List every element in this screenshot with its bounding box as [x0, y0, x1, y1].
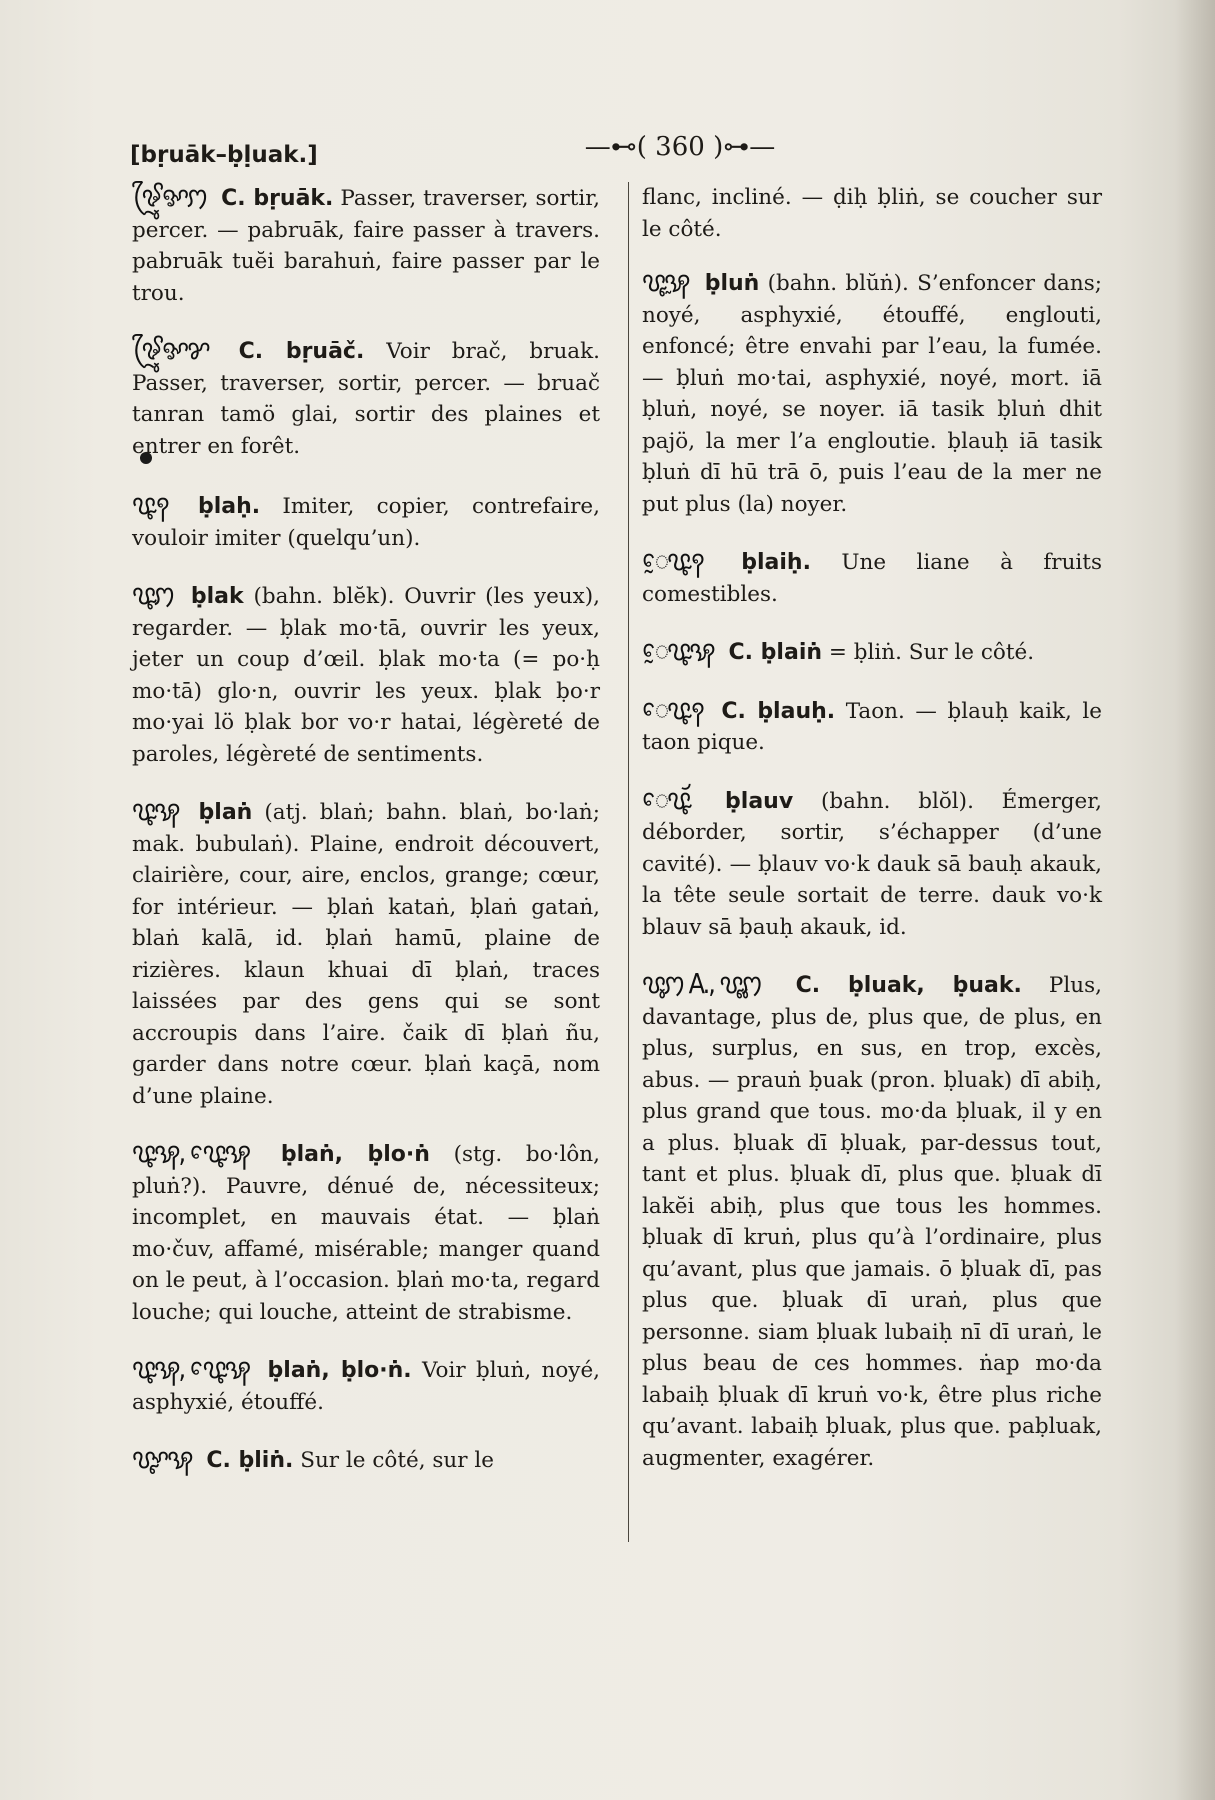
cham-script-headword: ꨰꨝꨵꩂ: [642, 634, 714, 667]
dictionary-entry: [642, 969, 1102, 1474]
dictionary-entry: [132, 335, 600, 464]
cham-script-headword: ꨯꨝꨵꨮ: [642, 783, 690, 816]
page-edge-shadow: [1175, 0, 1215, 1800]
entry-definition: Passer, traverser, sortir, percer. — pabruāk, faire passer à travers. pabruāk tuĕi barahuṅ, faire passer par le trou.: [132, 186, 600, 306]
entry-definition: Sur le côté, sur le: [300, 1448, 494, 1473]
entry-headword: ḅlaṅ, ḅlo·ṅ: [280, 1142, 430, 1167]
entry-headword: ḅlaiḥ.: [741, 550, 811, 575]
entry-headword: C. ḅlaiṅ: [728, 640, 823, 665]
entry-headword: ḅluṅ: [704, 271, 760, 296]
entry-definition: Imiter, copier, contrefaire, vouloir imiter (quelqu’un).: [132, 494, 600, 551]
dictionary-entry: [132, 490, 600, 554]
cham-script-headword: ꨝꨶꩀ A., ꨝꨵꨶꩀ: [642, 967, 761, 1000]
entry-definition: = ḅliṅ. Sur le côté.: [828, 640, 1035, 665]
cham-script-headword: ꨝꨵꨳꩂ: [132, 1442, 192, 1475]
entry-headword: C. bṛuāk.: [221, 186, 334, 211]
page-header: [130, 128, 1130, 174]
entry-headword: C. ḅluak, ḅuak.: [795, 973, 1022, 998]
dictionary-entry: [642, 636, 1102, 669]
entry-headword: ḅlauv: [725, 788, 794, 814]
cham-script-headword: ꨰꨝꨵꩍ: [642, 544, 703, 577]
entry-definition: (bahn. blŭṅ). S’enfoncer dans; noyé, asphyxié, étouffé, englouti, enfoncé; être envahi par l’eau, la fumée. — ḅluṅ mo·tai, asphyxié, noyé, mort. iā ḅluṅ, noyé, se noyer. iā tasik ḅluṅ dhit pajö, la mer l’a engloutie. ḅlauḥ iā tasik ḅluṅ dī hū trā ō, puis l’eau de la mer ne put plus (la) noyer.: [642, 271, 1102, 517]
entry-definition: (stg. bo·lôn, pluṅ?). Pauvre, dénué de, nécessiteux; incomplet, en mauvais état. — ḅlaṅ mo·čuv, affamé, misérable; manger quand on le peut, à l’occasion. ḅlaṅ mo·ta, regard louche; qui louche, atteint de strabisme.: [132, 1142, 600, 1325]
dictionary-entry: [642, 695, 1102, 759]
cham-script-headword: ꨝꨵꩂ: [132, 794, 179, 827]
cham-script-headword: ꨝꨵꩂ, ꨝꨵꨯꩂ: [132, 1352, 250, 1385]
cham-script-headword: ꨝꨵꩍ: [132, 488, 168, 521]
cham-script-headword: ꨝꨵꩂ, ꨝꨵꨯꩂ: [132, 1136, 250, 1169]
dictionary-entry: [132, 1354, 600, 1418]
page-number: —⊷( 360 )⊶—: [584, 132, 776, 162]
entry-definition: Plus, davantage, plus de, plus que, de plus, en plus, surplus, en sus, en trop, excès, abus. — prauṅ ḅuak (pron. ḅluak) dī abiḥ, plus grand que tous. mo·da ḅluak, il y en a plus. ḅluak dī ḅluak, par-dessus tout, tant et plus. ḅluak dī, plus que. ḅluak dī lakĕi abiḥ, plus que tous les hommes. ḅluak dī kruṅ, plus qu’à l’ordinaire, plus qu’avant, plus que jamais. ō ḅluak dī, pas plus que. ḅluak dī uraṅ, plus que personne. siam ḅluak lubaiḥ nī dī uraṅ, le plus beau de ces hommes. ṅap mo·da labaiḥ ḅluak dī kruṅ vo·k, être plus riche qu’avant. labaiḥ ḅluak, plus que. paḅluak, augmenter, exagérer.: [642, 973, 1102, 1471]
dictionary-entry: [132, 182, 600, 309]
entry-definition: Taon. — ḅlauḥ kaik, le taon pique.: [642, 698, 1103, 755]
dictionary-entry: [642, 267, 1102, 520]
entry-definition: Voir brač, bruak. Passer, traverser, sortir, percer. — bruač tanran tamö glai, sortir des plaines et entrer en forêt.: [132, 339, 600, 459]
dictionary-entry: [642, 546, 1102, 610]
cham-script-headword: ꨝꨵꨭꩂ: [642, 265, 689, 298]
dictionary-entry: [132, 796, 600, 1112]
running-head: [bṛuāk–ḅḷuak.]: [130, 142, 318, 168]
dictionary-entry-continuation: [642, 182, 1102, 245]
entry-headword: ḅlaṅ, ḅlo·ṅ.: [267, 1358, 412, 1383]
cham-script-headword: ꨯꨝꨵꩍ: [642, 693, 703, 726]
entry-headword: C. ḅliṅ.: [206, 1448, 294, 1473]
cham-script-headword: ꨃꨴꨶꨀꩀ: [132, 180, 207, 213]
dictionary-entry: [642, 785, 1102, 944]
entry-definition: Une liane à fruits comestibles.: [642, 550, 1102, 607]
entry-headword: ḅlaṅ: [198, 800, 253, 825]
dictionary-entry: [132, 580, 600, 770]
entry-headword: C. bṛuāč.: [238, 339, 365, 364]
entry-definition: Voir ḅluṅ, noyé, asphyxié, étouffé.: [132, 1358, 601, 1415]
entry-definition: (atj. blaṅ; bahn. blaṅ, bo·laṅ; mak. bubulaṅ). Plaine, endroit découvert, clairière, cour, aire, enclos, grange; cœur, for intérieur. — ḅlaṅ kataṅ, ḅlaṅ gataṅ, blaṅ kalā, id. ḅlaṅ hamū, plaine de rizières. klaun khuai dī ḅlaṅ, traces laissées par des gens qui se sont accroupis dans l’aire. čaik dī ḅlaṅ ñu, garder dans notre cœur. ḅlaṅ kaçā, nom d’une plaine.: [132, 800, 600, 1109]
left-column: [132, 182, 600, 1503]
dictionary-entry: [132, 1444, 600, 1477]
right-column: [642, 182, 1102, 1500]
entry-definition: flanc, incliné. — ḍiḥ ḅliṅ, se coucher sur le côté.: [642, 185, 1102, 242]
cham-script-headword: ꨃꨴꨶꨀꨌ: [132, 333, 209, 366]
cham-script-headword: ꨝꨵꩀ: [132, 578, 174, 611]
entry-headword: ḅlaḥ.: [197, 494, 261, 519]
entry-headword: ḅlak: [190, 584, 244, 609]
column-divider: [628, 182, 629, 1542]
dictionary-entry: [132, 1138, 600, 1328]
entry-definition: (bahn. blĕk). Ouvrir (les yeux), regarder. — ḅlak mo·tā, ouvrir les yeux, jeter un coup d’œil. ḅlak mo·ta (= po·ḥ mo·tā) glo·n, ouvrir les yeux. ḅlak ḅo·r mo·yai lö ḅlak bor vo·r hatai, légèreté de paroles, légèreté de sentiments.: [132, 584, 600, 767]
entry-headword: C. ḅlauḥ.: [721, 698, 836, 724]
entry-definition: (bahn. blŏl). Émerger, déborder, sortir, s’échapper (d’une cavité). — ḅlauv vo·k dauk sā bauḥ akauk, la tête seule sortait de terre. dauk vo·k blauv sā ḅauḥ akauk, id.: [642, 788, 1102, 940]
